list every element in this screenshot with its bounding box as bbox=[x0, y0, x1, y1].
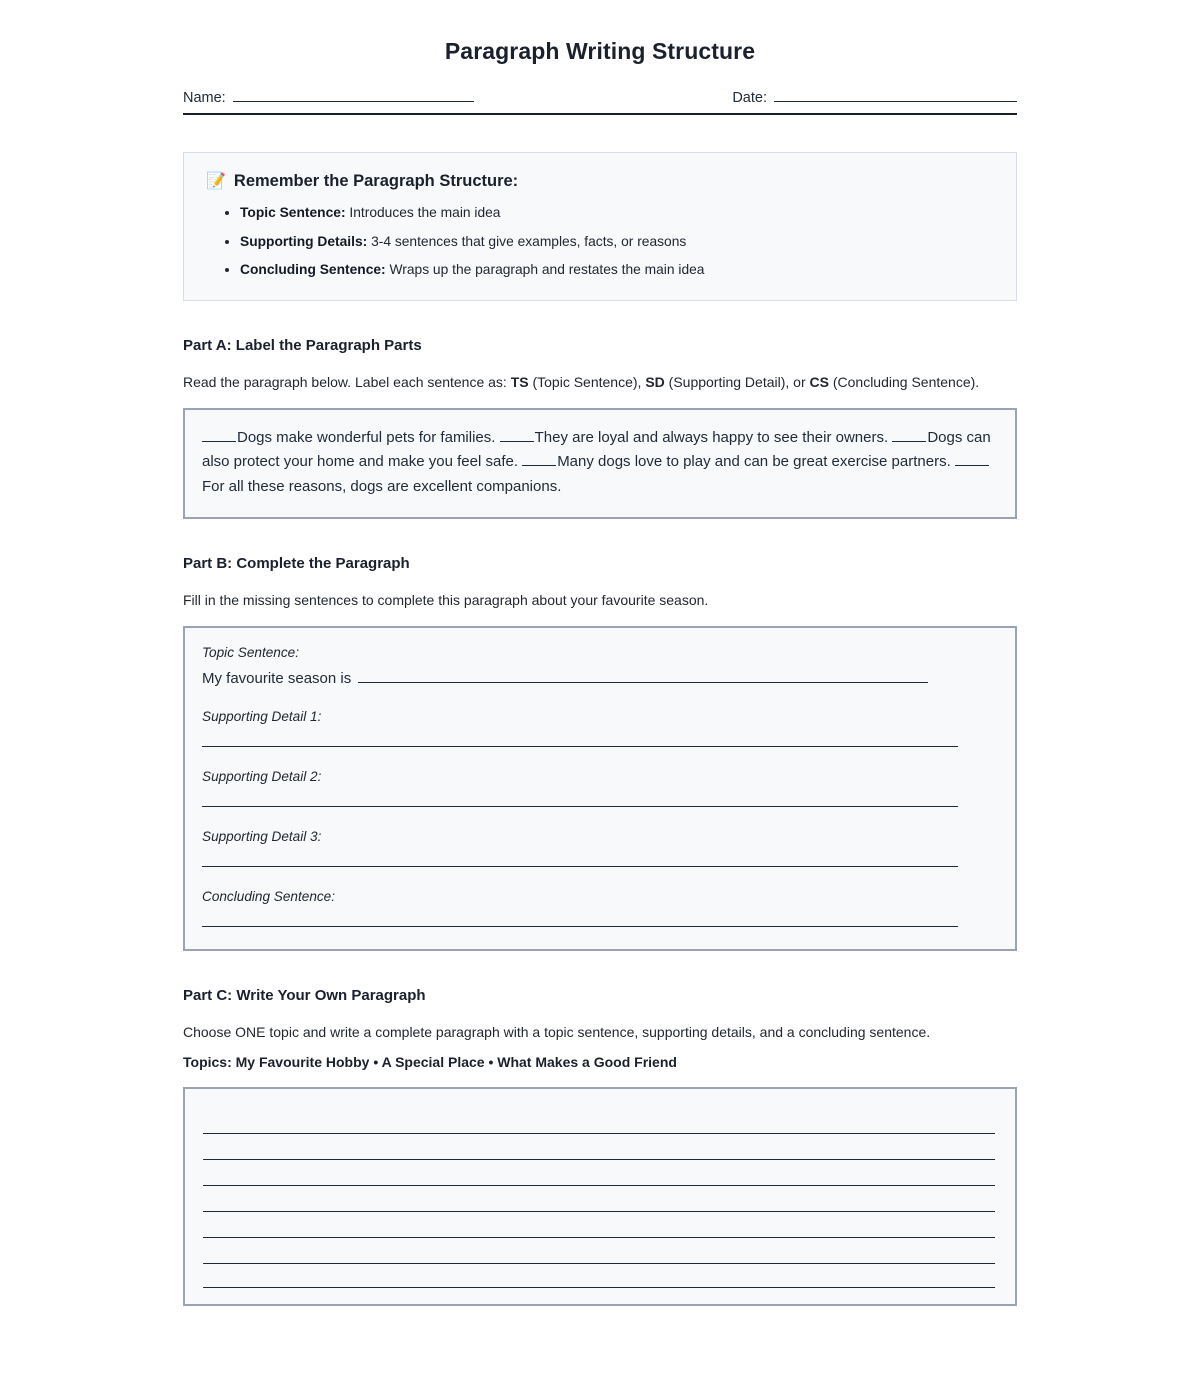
writing-line[interactable] bbox=[203, 1186, 995, 1212]
part-c-heading: Part C: Write Your Own Paragraph bbox=[183, 987, 426, 1005]
remember-list bbox=[206, 204, 994, 280]
label-blank[interactable] bbox=[500, 430, 534, 442]
writing-line[interactable] bbox=[203, 1264, 995, 1288]
name-input-line[interactable] bbox=[233, 89, 474, 102]
memo-pencil-icon: 📝 bbox=[206, 172, 226, 190]
concluding-sentence-label: Concluding Sentence: bbox=[202, 889, 336, 905]
supporting-detail-3-input-line[interactable] bbox=[202, 853, 958, 867]
worksheet-sheet bbox=[183, 38, 1017, 1306]
remember-term: Supporting Details: bbox=[240, 233, 368, 249]
supporting-detail-1-group bbox=[202, 709, 995, 747]
sentence: Dogs can also protect your home and make you feel safe. bbox=[202, 429, 991, 471]
remember-heading-row bbox=[206, 172, 994, 191]
topic-sentence-lead-text: My favourite season is bbox=[202, 670, 352, 688]
list-item bbox=[240, 204, 994, 223]
supporting-detail-2-group bbox=[202, 769, 995, 807]
remember-callout-box bbox=[183, 152, 1017, 301]
remember-desc: 3-4 sentences that give examples, facts, or reasons bbox=[367, 233, 687, 249]
remember-term: Topic Sentence: bbox=[240, 205, 346, 220]
label-blank[interactable] bbox=[202, 430, 236, 442]
cs-gloss: (Concluding Sentence). bbox=[828, 373, 980, 390]
supporting-detail-3-group bbox=[202, 829, 995, 867]
topic-sentence-label: Topic Sentence: bbox=[202, 645, 299, 661]
date-input-line[interactable] bbox=[774, 89, 1017, 102]
writing-line[interactable] bbox=[203, 1212, 995, 1238]
supporting-detail-1-label: Supporting Detail 1: bbox=[202, 709, 322, 725]
writing-line[interactable] bbox=[203, 1134, 995, 1160]
list-item bbox=[240, 261, 994, 280]
remember-term: Concluding Sentence: bbox=[240, 262, 386, 278]
name-field-group bbox=[183, 89, 474, 106]
concluding-sentence-group bbox=[202, 889, 995, 927]
remember-heading-text: Remember the Paragraph Structure: bbox=[233, 172, 519, 190]
name-date-row bbox=[183, 89, 1017, 115]
remember-desc: Introduces the main idea bbox=[345, 205, 501, 220]
label-blank[interactable] bbox=[522, 454, 556, 466]
part-b-instruction: Fill in the missing sentences to complete this paragraph about your favourite season. bbox=[183, 591, 709, 608]
writing-line[interactable] bbox=[203, 1108, 995, 1134]
sentence: Dogs make wonderful pets for families. bbox=[237, 429, 496, 447]
part-c-instruction: Choose ONE topic and write a complete paragraph with a topic sentence, supporting details, and a concluding sentence. bbox=[183, 1024, 931, 1041]
supporting-detail-2-label: Supporting Detail 2: bbox=[202, 769, 322, 785]
writing-line[interactable] bbox=[203, 1160, 995, 1186]
date-label: Date: bbox=[732, 90, 767, 106]
topic-sentence-row bbox=[202, 669, 995, 687]
ts-gloss: (Topic Sentence), bbox=[528, 373, 646, 390]
topic-sentence-input-line[interactable] bbox=[358, 669, 928, 683]
ts-abbr: TS bbox=[510, 373, 529, 390]
list-item bbox=[240, 233, 994, 252]
sentence: For all these reasons, dogs are excellent companions. bbox=[202, 477, 562, 495]
part-b-structure-box bbox=[183, 626, 1017, 951]
sentence: They are loyal and always happy to see their owners. bbox=[534, 429, 889, 447]
label-blank[interactable] bbox=[955, 454, 989, 466]
part-b-heading: Part B: Complete the Paragraph bbox=[183, 554, 410, 572]
instruction-pre: Read the paragraph below. Label each sentence as: bbox=[183, 373, 511, 390]
topic-sentence-group bbox=[202, 645, 995, 687]
sd-abbr: SD bbox=[645, 373, 665, 390]
writing-line[interactable] bbox=[203, 1238, 995, 1264]
part-a-paragraph bbox=[202, 426, 997, 499]
concluding-sentence-input-line[interactable] bbox=[202, 913, 958, 927]
supporting-detail-3-label: Supporting Detail 3: bbox=[202, 829, 322, 845]
part-c-topics: Topics: My Favourite Hobby • A Special Place • What Makes a Good Friend bbox=[183, 1054, 677, 1071]
part-a-paragraph-box bbox=[183, 408, 1017, 519]
part-c-writing-box bbox=[183, 1087, 1017, 1306]
cs-abbr: CS bbox=[809, 373, 829, 390]
part-a-instruction bbox=[183, 373, 1017, 391]
date-field-group bbox=[732, 89, 1017, 106]
remember-desc: Wraps up the paragraph and restates the main idea bbox=[385, 262, 705, 278]
supporting-detail-1-input-line[interactable] bbox=[202, 733, 958, 747]
page-title: Paragraph Writing Structure bbox=[444, 38, 756, 64]
sentence: Many dogs love to play and can be great exercise partners. bbox=[557, 453, 951, 471]
label-blank[interactable] bbox=[892, 430, 926, 442]
name-label: Name: bbox=[183, 90, 226, 106]
supporting-detail-2-input-line[interactable] bbox=[202, 793, 958, 807]
part-a-heading: Part A: Label the Paragraph Parts bbox=[183, 336, 422, 354]
sd-gloss: (Supporting Detail), or bbox=[664, 373, 810, 390]
